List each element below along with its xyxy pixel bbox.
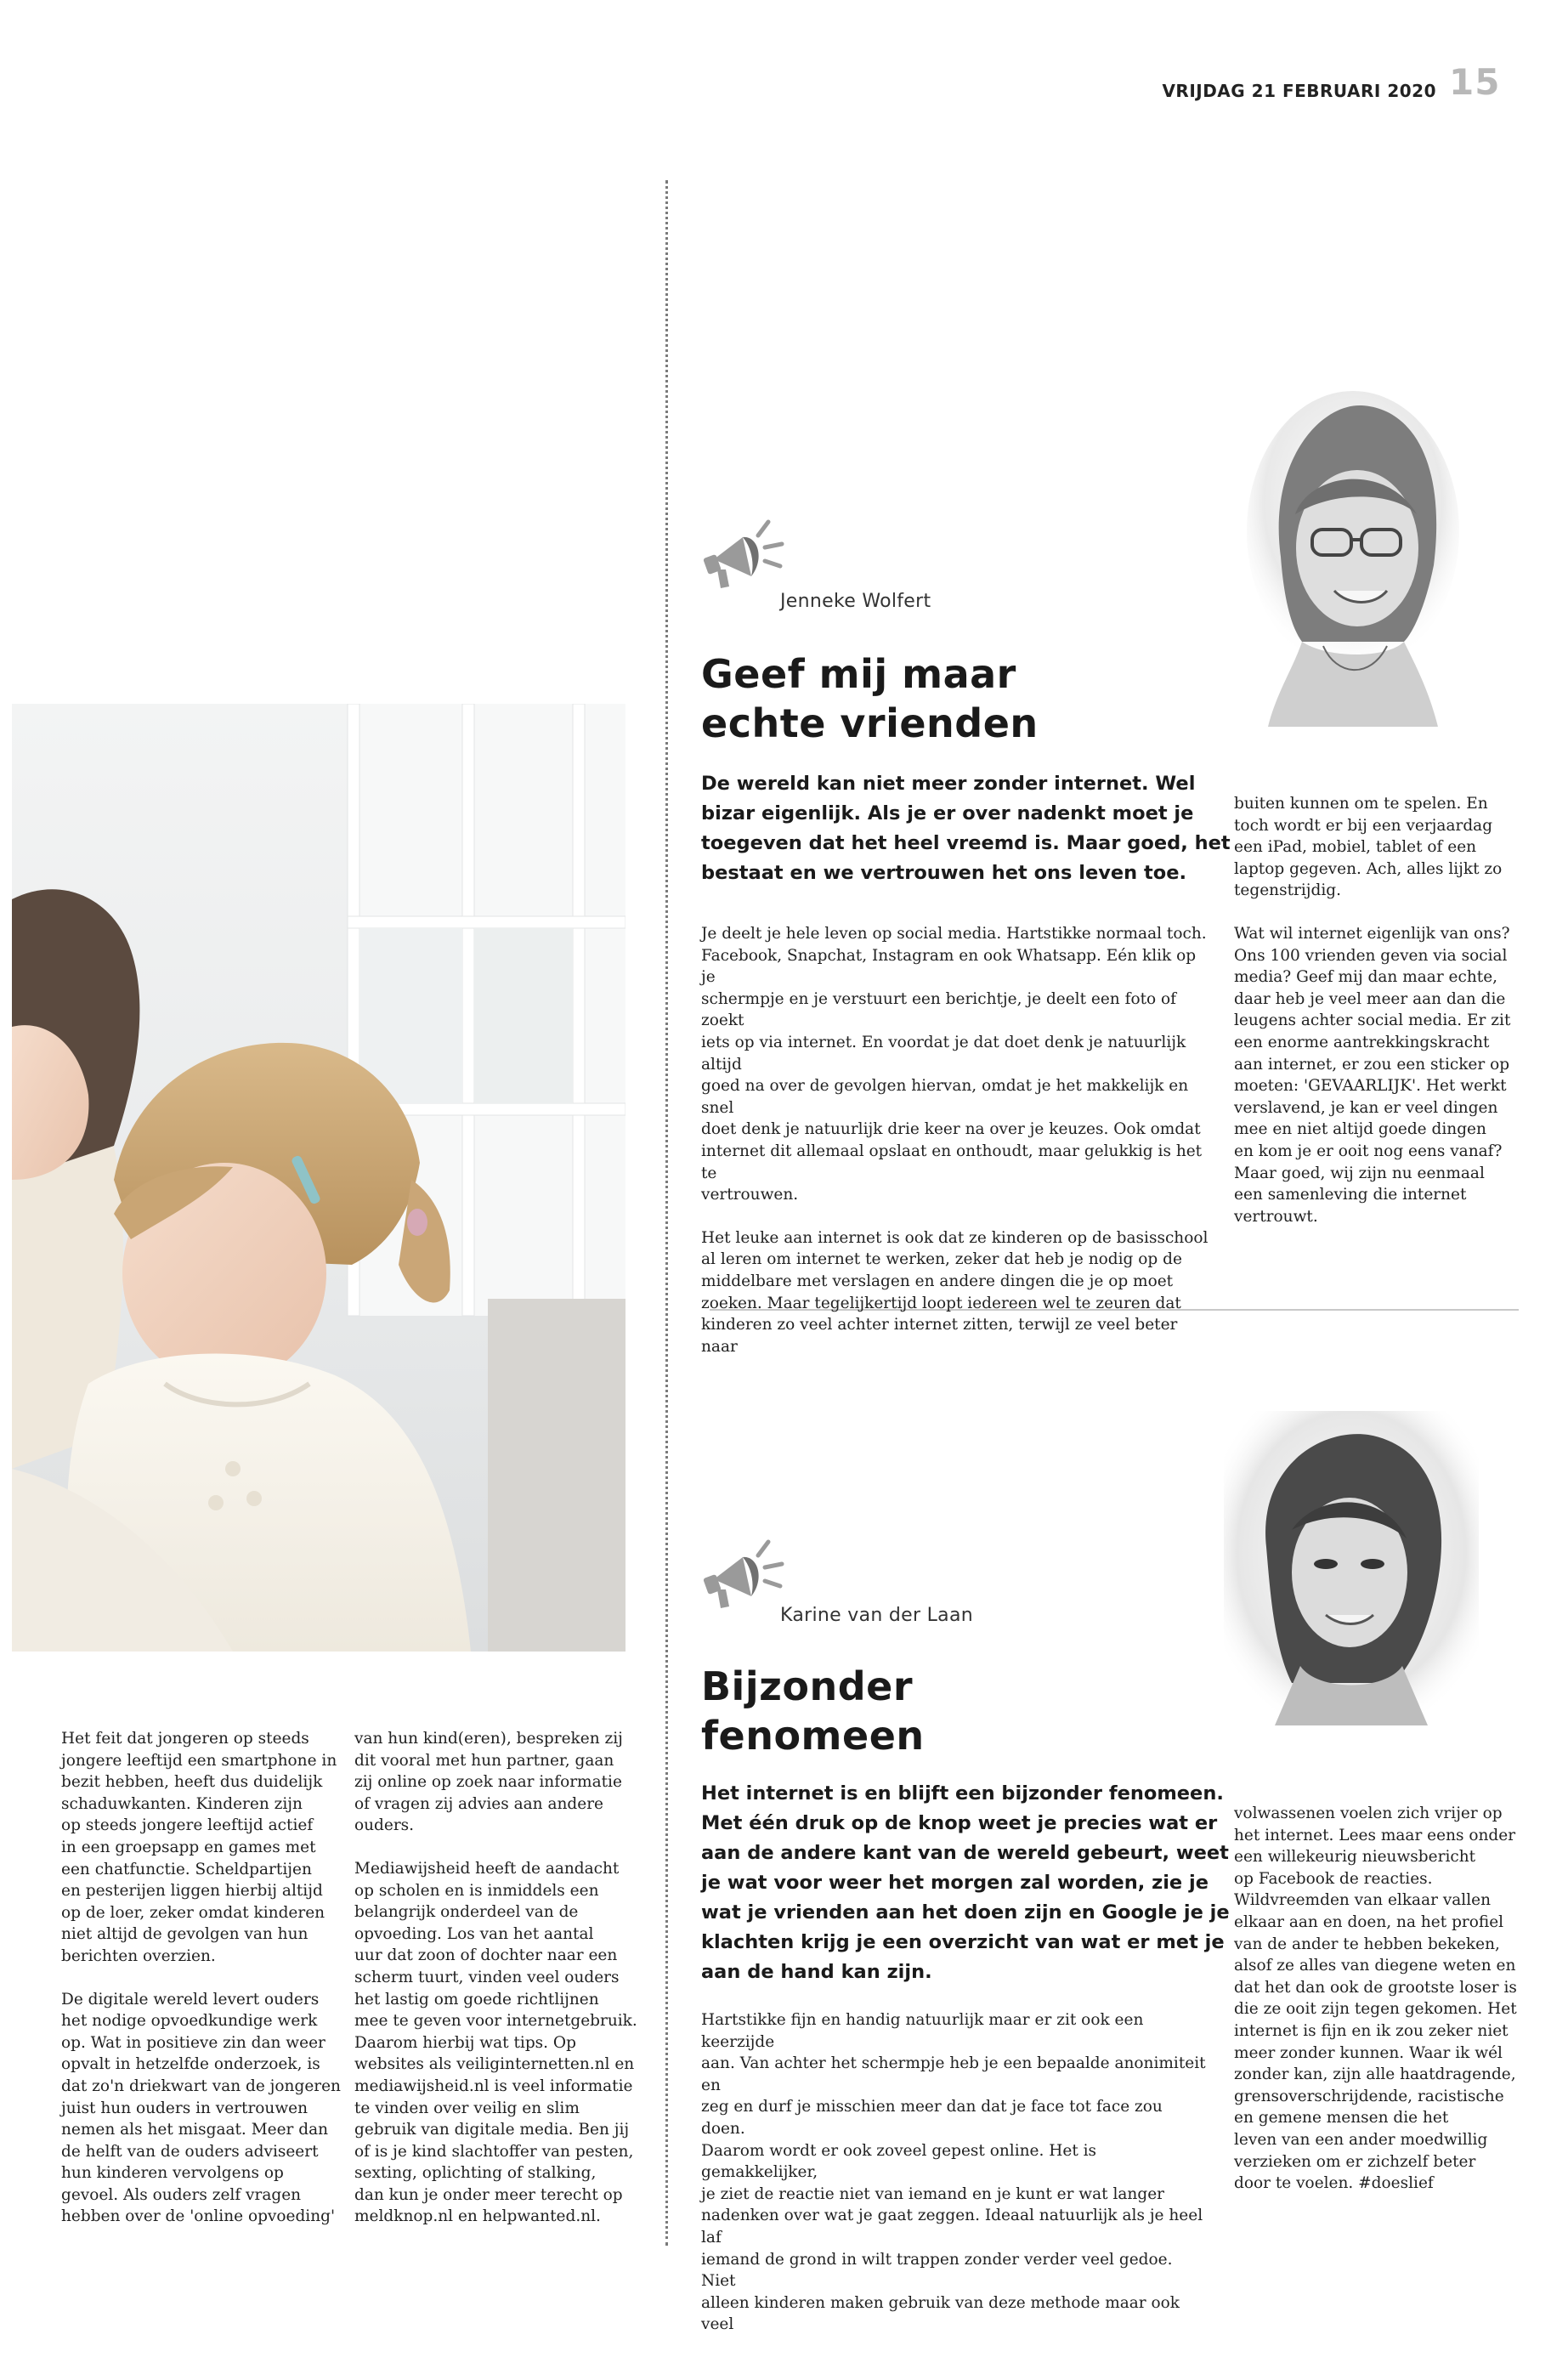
portrait-jenneke-wolfert <box>1243 387 1463 727</box>
intro-article2: Het internet is en blijft een bijzonder fenomeen. Met één druk op de knop weet je precies wat er aan de andere kant van de wereld gebeurt, weet je wat voor weer het morgen zal worden, zie je wat je vrienden aan het doen zijn en Google je je klachten krijg je een overzicht van wat er met je aan de hand kan zijn. <box>701 1782 1230 1983</box>
portrait-karine-van-der-laan <box>1224 1411 1479 1725</box>
author-jenneke-wolfert: Jenneke Wolfert <box>780 591 931 612</box>
issue-date: VRIJDAG 21 FEBRUARI 2020 <box>1162 81 1436 101</box>
article1-column-2: buiten kunnen om te spelen. En toch wordt er bij een verjaardag een iPad, mobiel, tablet of een laptop gegeven. Ach, alles lijkt zo tegenstrijdig. Wat wil internet eigenlijk van ons? Ons 100 vrienden geven via social media? Geef mij dan maar echte, daar heb je veel meer aan dan die leugens achter social media. Er zit een enorme aantrekkingskracht aan internet, er zou een sticker op moeten: 'GEVAARLIJK'. Het werkt verslavend, je kan er veel dingen mee en niet altijd goede dingen en kom je er ooit nog eens vanaf? Maar goed, wij zijn nu eenmaal een samenleving die internet vertrouwt. <box>1234 795 1511 1226</box>
article1-column-1: Je deelt je hele leven op social media. Hartstikke normaal toch. Facebook, Snapchat, Instagram en ook Whatsapp. Eén klik op je schermpje en je verstuurt een berichtje, je deelt een foto of zoekt iets op via internet. En voordat je dat doet denk je natuurlijk altijd goed na over de gevolgen hiervan, omdat je het makkelijk en snel doet denk je natuurlijk drie keer na over je keuzes. Ook omdat internet dit allemaal opslaat en onthoudt, maar gelukkig is het te vertrouwen. Het leuke aan internet is ook dat ze kinderen op de basisschool al leren om internet te werken, zeker dat heb je nodig op de middelbare met verslagen en andere dingen die je op moet zoeken. Maar tegelijkertijd loopt iedereen wel te zeuren dat kinderen zo veel achter internet zitten, terwijl ze veel beter naar <box>701 925 1209 1356</box>
portrait-sketch <box>1243 387 1463 727</box>
megaphone-icon <box>702 510 795 603</box>
left-article-column-2: van hun kind(eren), bespreken zij dit vooral met hun partner, gaan zij online op zoek naar informatie of vragen zij advies aan andere ouders. Mediawijsheid heeft de aandacht op scholen en is inmiddels een belangrijk onderdeel van de opvoeding. Los van het aantal uur dat zoon of dochter naar een scherm tuurt, vinden veel ouders het lastig om goede richtlijnen mee te geven voor internetgebruik. Daarom hierbij wat tips. Op websites als veiliginternetten.nl en mediawijsheid.nl is veel informatie te vinden over veilig en slim gebruik van digitale media. Ben jij of is je kind slachtoffer van pesten, sexting, oplichting of stalking, dan kun je onder meer terecht op meldknop.nl en helpwanted.nl. <box>354 1730 637 2226</box>
column-divider <box>665 180 668 2246</box>
article2-column-2: volwassenen voelen zich vrijer op het internet. Lees maar eens onder een willekeurig nieuwsbericht op Facebook de reacties. Wildvreemden van elkaar vallen elkaar aan en doen, na het profiel van de ander te hebben bekeken, alsof ze alles van diegene weten en dat het dan ook de grootste loser is die ze ooit zijn tegen gekomen. Het internet is fijn en ik zou zeker niet meer zonder kunnen. Waar ik wél zonder kan, zijn alle haatdragende, grensoverschrijdende, racistische en gemene mensen die het leven van een ander moedwillig verzieken om er zichzelf beter door te voelen. #doeslief <box>1234 1805 1517 2193</box>
photo-illustration <box>12 704 626 1652</box>
intro-article1: De wereld kan niet meer zonder internet. Wel bizar eigenlijk. Als je er over nadenkt moet je toegeven dat het heel vreemd is. Maar goed, het bestaat en we vertrouwen het ons leven toe. <box>701 773 1231 884</box>
headline-geef-mij-maar: Geef mij maar echte vrienden <box>701 651 1039 746</box>
page-number: 15 <box>1449 61 1501 103</box>
photo-mother-child <box>12 704 626 1652</box>
headline-bijzonder-fenomeen: Bijzonder fenomeen <box>701 1663 925 1759</box>
article2-column-1: Hartstikke fijn en handig natuurlijk maar er zit ook een keerzijde aan. Van achter het schermpje heb je een bepaalde anonimiteit en zeg en durf je misschien meer dan dat je face tot face zou doen. Daarom wordt er ook zoveel gepest online. Het is gemakkelijker, je ziet de reactie niet van iemand en je kunt er wat langer nadenken over wat je gaat zeggen. Ideaal natuurlijk als je heel laf iemand de grond in wilt trappen zonder verder veel gedoe. Niet alleen kinderen maken gebruik van deze methode maar ook veel <box>701 2011 1206 2334</box>
left-article-column-1: Het feit dat jongeren op steeds jongere leeftijd een smartphone in bezit hebben, heeft dus duidelijk schaduwkanten. Kinderen zijn op steeds jongere leeftijd actief in een groepsapp en games met een chatfunctie. Scheldpartijen en pesterijen liggen hierbij altijd op de loer, zeker omdat kinderen niet altijd de gevolgen van hun berichten overzien. De digitale wereld levert ouders het nodige opvoedkundige werk op. Wat in positieve zin dan weer opvalt in hetzelfde onderzoek, is dat zo'n driekwart van de jongeren juist hun ouders in vertrouwen nemen als het misgaat. Meer dan de helft van de ouders adviseert hun kinderen vervolgens op gevoel. Als ouders zelf vragen hebben over de 'online opvoeding' <box>61 1730 341 2226</box>
portrait-sketch <box>1224 1411 1479 1725</box>
author-karine-van-der-laan: Karine van der Laan <box>780 1605 973 1626</box>
